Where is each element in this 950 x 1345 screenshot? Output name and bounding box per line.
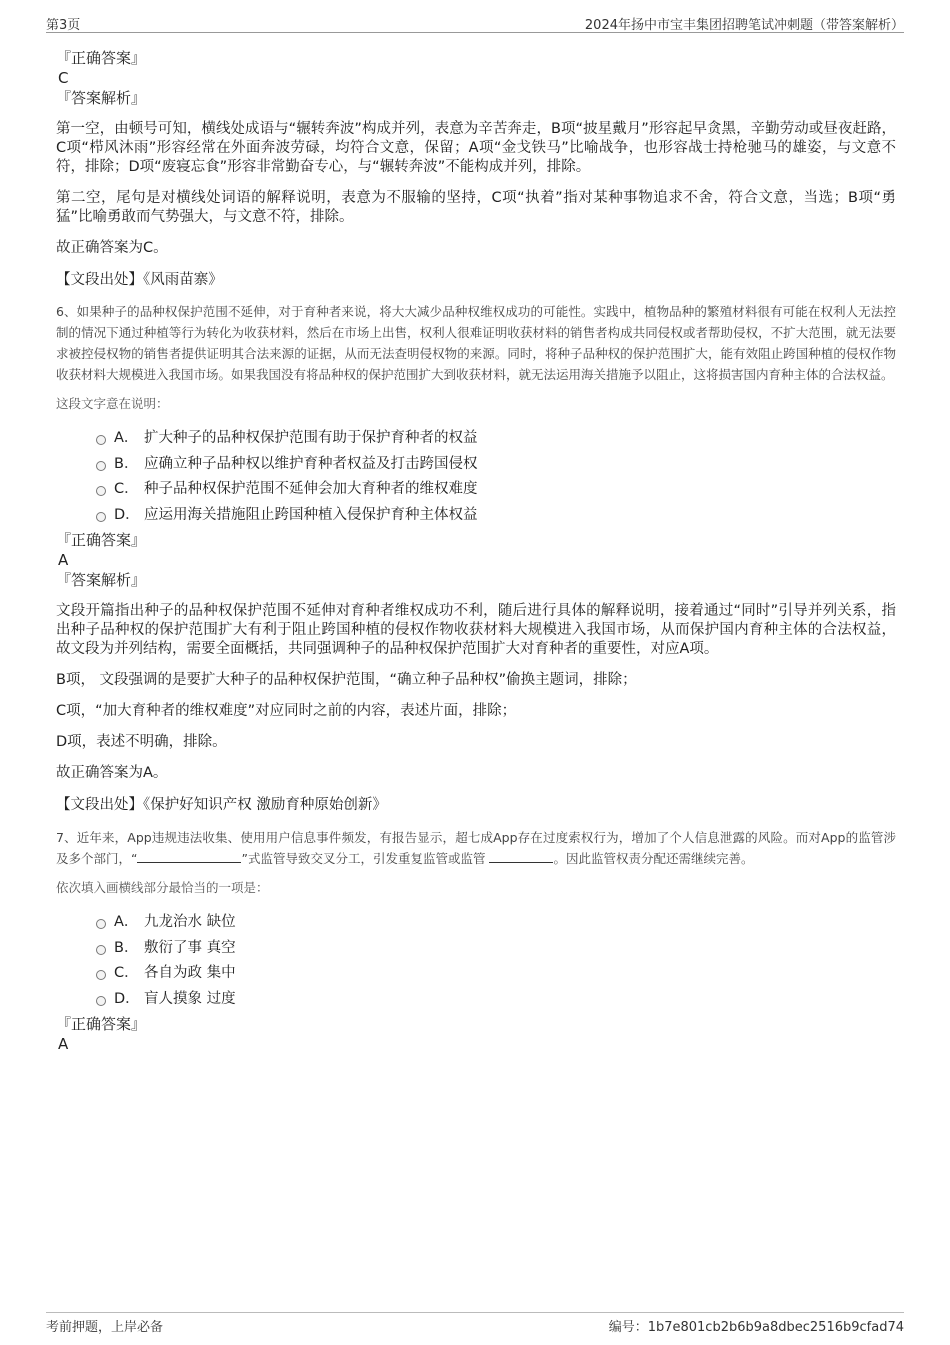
radio-icon[interactable] [96, 435, 106, 445]
document-serial: 编号：1b7e801cb2b6b9a8dbec2516b9cfad74 [608, 1320, 904, 1335]
page-footer [46, 1312, 904, 1335]
q5-source: 【文段出处】《风雨苗寨》 [56, 272, 223, 288]
page-number: 第3页 [46, 18, 81, 33]
radio-icon[interactable] [96, 512, 106, 522]
option-text: 扩大种子的品种权保护范围有助于保护育种者的权益 [144, 430, 478, 446]
q6-option-b[interactable] [56, 452, 896, 478]
option-text: 敷衍了事 真空 [144, 939, 236, 956]
option-text: 应确立种子品种权以维护育种者权益及打击跨国侵权 [144, 455, 478, 472]
q6-analysis-label: 『答案解析』 [56, 571, 147, 589]
q6-analysis-paragraph-1: 文段开篇指出种子的品种权保护范围不延伸对育种者维权成功不利，随后进行具体的解释说明，接着通过“同时”引导并列关系，指出种子品种权的保护范围扩大有利于阻止跨国种植的侵权作物收获材料大规模进入我国市场，从而保护国内育种主体的合法权益，故文段为并列结构，需要全面概括，共同强调种子的品种权保护范围扩大对育种者的重要性，对应A项。 [56, 603, 896, 657]
q6-analysis-paragraph-3: C项，“加大育种者的维权难度”对应同时之前的内容，表述片面，排除； [56, 703, 517, 719]
option-letter: D． [114, 506, 140, 523]
option-text: 应运用海关措施阻止跨国种植入侵保护育种主体权益 [144, 506, 478, 523]
q7-answer-value: A [58, 1035, 69, 1053]
option-letter: A． [114, 914, 139, 930]
fill-blank-1 [137, 850, 241, 863]
q7-option-d[interactable] [56, 987, 896, 1013]
document-title: 2024年扬中市宝丰集团招聘笔试冲刺题（带答案解析） [584, 18, 904, 33]
option-letter: C． [114, 965, 139, 981]
q7-answer-label: 『正确答案』 [56, 1015, 147, 1033]
q7-option-a[interactable] [56, 910, 896, 936]
radio-icon[interactable] [96, 996, 106, 1006]
q5-analysis-paragraph-2: 第二空，尾句是对横线处词语的解释说明，表意为不服输的坚持，C项“执着”指对某种事物追求不舍，符合文意，当选；B项“勇猛”比喻勇敢而气势强大，与文意不符，排除。 [56, 190, 896, 225]
option-letter: B． [114, 939, 139, 956]
q7-prompt: 依次填入画横线部分最恰当的一项是： [56, 880, 269, 895]
q6-options [56, 426, 896, 528]
option-letter: D． [114, 990, 140, 1007]
q6-prompt: 这段文字意在说明： [56, 396, 169, 411]
radio-icon[interactable] [96, 919, 106, 929]
q7-options [56, 910, 896, 1012]
option-letter: B． [114, 455, 139, 472]
radio-icon[interactable] [96, 970, 106, 980]
radio-icon[interactable] [96, 486, 106, 496]
q7-text-part-2: ”式监管导致交叉分工，引发重复监管或监管 [241, 851, 486, 866]
option-text: 盲人摸象 过度 [144, 990, 236, 1007]
q7-option-c[interactable] [56, 961, 896, 987]
q6-source: 【文段出处】《保护好知识产权 激励育种原始创新》 [56, 797, 387, 813]
q6-option-c[interactable] [56, 477, 896, 503]
q6-analysis-paragraph-2: B项， 文段强调的是要扩大种子的品种权保护范围，“确立种子品种权”偷换主题词，排除； [56, 672, 637, 688]
option-letter: A． [114, 430, 139, 446]
q5-analysis-paragraph-1: 第一空，由顿号可知，横线处成语与“辗转奔波”构成并列，表意为辛苦奔走，B项“披星戴月”形容起早贪黑，辛勤劳动或昼夜赶路，C项“栉风沐雨”形容经常在外面奔波劳碌，均符合文意，保留；A项“金戈铁马”比喻战争，也形容战士持枪驰马的雄姿，与文意不符，排除；D项“废寝忘食”形容非常勤奋专心，与“辗转奔波”不能构成并列，排除。 [56, 121, 896, 175]
radio-icon[interactable] [96, 945, 106, 955]
q7-option-b[interactable] [56, 936, 896, 962]
q6-answer-value: A [58, 551, 69, 569]
page-content [56, 44, 896, 1054]
q6-option-a[interactable] [56, 426, 896, 452]
q5-answer-value: C [58, 69, 69, 87]
q7-text-part-3: 。因此监管权责分配还需继续完善。 [553, 851, 754, 866]
q6-analysis-paragraph-4: D项，表述不明确，排除。 [56, 734, 227, 750]
q6-analysis-conclusion: 故正确答案为A。 [56, 765, 168, 781]
option-letter: C． [114, 481, 139, 497]
footer-slogan: 考前押题，上岸必备 [46, 1320, 164, 1335]
page-header [46, 14, 904, 33]
q7-text-part-1: 7、近年来，App违规违法收集、使用用户信息事件频发，有报告显示，超七成App存在过度索权行为，增加了个人信息泄露的风险。而对App的监管涉及多个部门，“ [56, 830, 896, 866]
q6-answer-label: 『正确答案』 [56, 531, 147, 549]
option-text: 各自为政 集中 [144, 965, 236, 981]
fill-blank-2 [489, 850, 553, 863]
q7-question-text [56, 827, 896, 869]
q6-question-text: 6、如果种子的品种权保护范围不延伸，对于育种者来说，将大大减少品种权维权成功的可能性。实践中，植物品种的繁殖材料很有可能在权利人无法控制的情况下通过种植等行为转化为收获材料，然后在市场上出售，权利人很难证明收获材料的销售者构成共同侵权或者帮助侵权，不扩大范围，就无法要求被控侵权物的销售者提供证明其合法来源的证据，从而无法查明侵权物的来源。同时，将种子品种权的保护范围扩大，能有效阻止跨国种植的侵权作物收获材料大规模进入我国市场。如果我国没有将品种权的保护范围扩大到收获材料，就无法运用海关措施予以阻止，这将损害国内育种主体的合法权益。 [56, 304, 896, 382]
option-text: 种子品种权保护范围不延伸会加大育种者的维权难度 [144, 481, 478, 497]
q5-analysis-label: 『答案解析』 [56, 89, 147, 107]
option-text: 九龙治水 缺位 [144, 914, 236, 930]
q6-option-d[interactable] [56, 503, 896, 529]
q5-analysis-conclusion: 故正确答案为C。 [56, 240, 168, 256]
q5-answer-label: 『正确答案』 [56, 49, 147, 67]
radio-icon[interactable] [96, 461, 106, 471]
